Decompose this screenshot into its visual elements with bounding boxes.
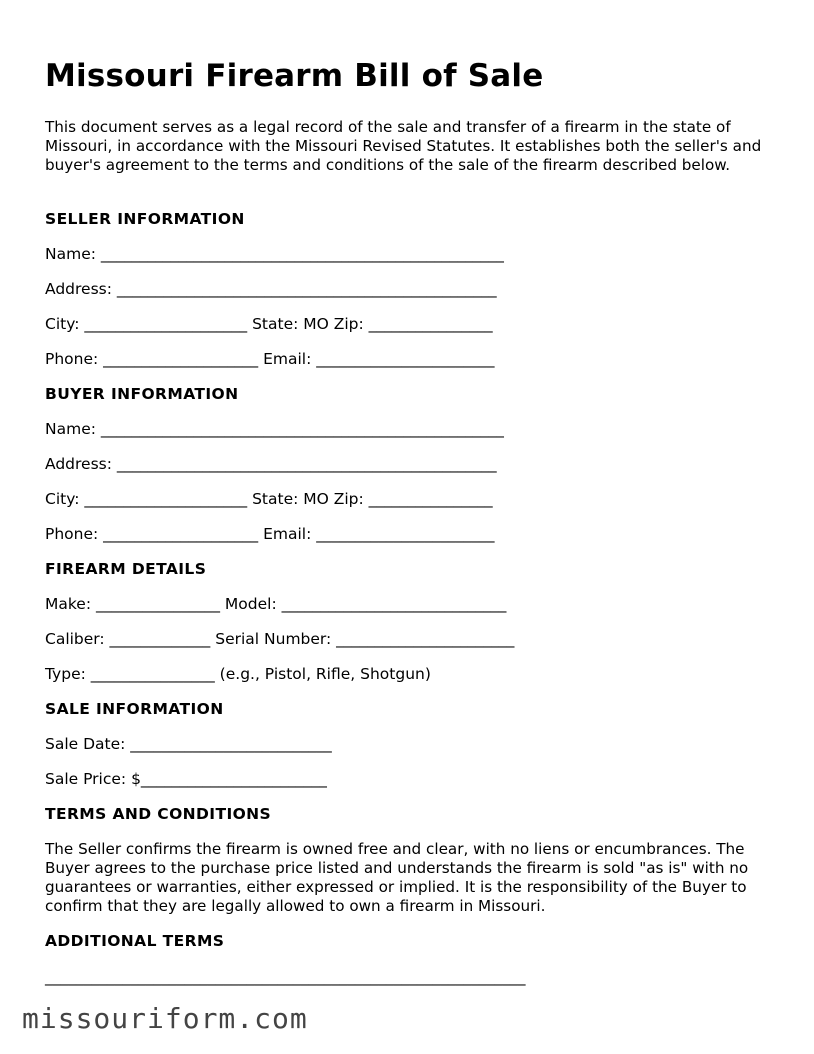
sale-date-field[interactable]: Sale Date: __________________________ (45, 735, 332, 753)
seller-phone-email-field[interactable]: Phone: ____________________ Email: _______________________ (45, 350, 495, 368)
firearm-caliber-serial-field[interactable]: Caliber: _____________ Serial Number: _______________________ (45, 630, 515, 648)
additional-terms-field[interactable]: ______________________________________________________________ (45, 968, 526, 986)
seller-heading: SELLER INFORMATION (45, 210, 245, 228)
firearm-make-model-field[interactable]: Make: ________________ Model: _____________________________ (45, 595, 507, 613)
buyer-heading: BUYER INFORMATION (45, 385, 239, 403)
firearm-heading: FIREARM DETAILS (45, 560, 207, 578)
sale-price-field[interactable]: Sale Price: $________________________ (45, 770, 327, 788)
buyer-city-state-zip-field[interactable]: City: _____________________ State: MO Zip: ________________ (45, 490, 493, 508)
buyer-name-field[interactable]: Name: ____________________________________________________ (45, 420, 504, 438)
terms-heading: TERMS AND CONDITIONS (45, 805, 272, 823)
additional-terms-heading: ADDITIONAL TERMS (45, 932, 225, 950)
seller-address-field[interactable]: Address: _________________________________________________ (45, 280, 497, 298)
firearm-type-field[interactable]: Type: ________________ (e.g., Pistol, Rifle, Shotgun) (45, 665, 431, 683)
watermark-text: missouriform.com (22, 1002, 308, 1035)
buyer-phone-email-field[interactable]: Phone: ____________________ Email: _______________________ (45, 525, 495, 543)
intro-paragraph: This document serves as a legal record of the sale and transfer of a firearm in the state of Missouri, in accordance with the Missouri Revised Statutes. It establishes both the seller's and buyer's agreement to the terms and conditions of the sale of the firearm described below. (45, 118, 762, 174)
page-title: Missouri Firearm Bill of Sale (45, 58, 544, 94)
seller-name-field[interactable]: Name: ____________________________________________________ (45, 245, 504, 263)
terms-paragraph: The Seller confirms the firearm is owned free and clear, with no liens or encumbrances. The Buyer agrees to the purchase price listed and understands the firearm is sold "as is" with no guarantees or warranties, either expressed or implied. It is the responsibility of the Buyer to confirm that they are legally allowed to own a firearm in Missouri. (45, 840, 749, 915)
buyer-address-field[interactable]: Address: _________________________________________________ (45, 455, 497, 473)
seller-city-state-zip-field[interactable]: City: _____________________ State: MO Zip: ________________ (45, 315, 493, 333)
sale-heading: SALE INFORMATION (45, 700, 224, 718)
